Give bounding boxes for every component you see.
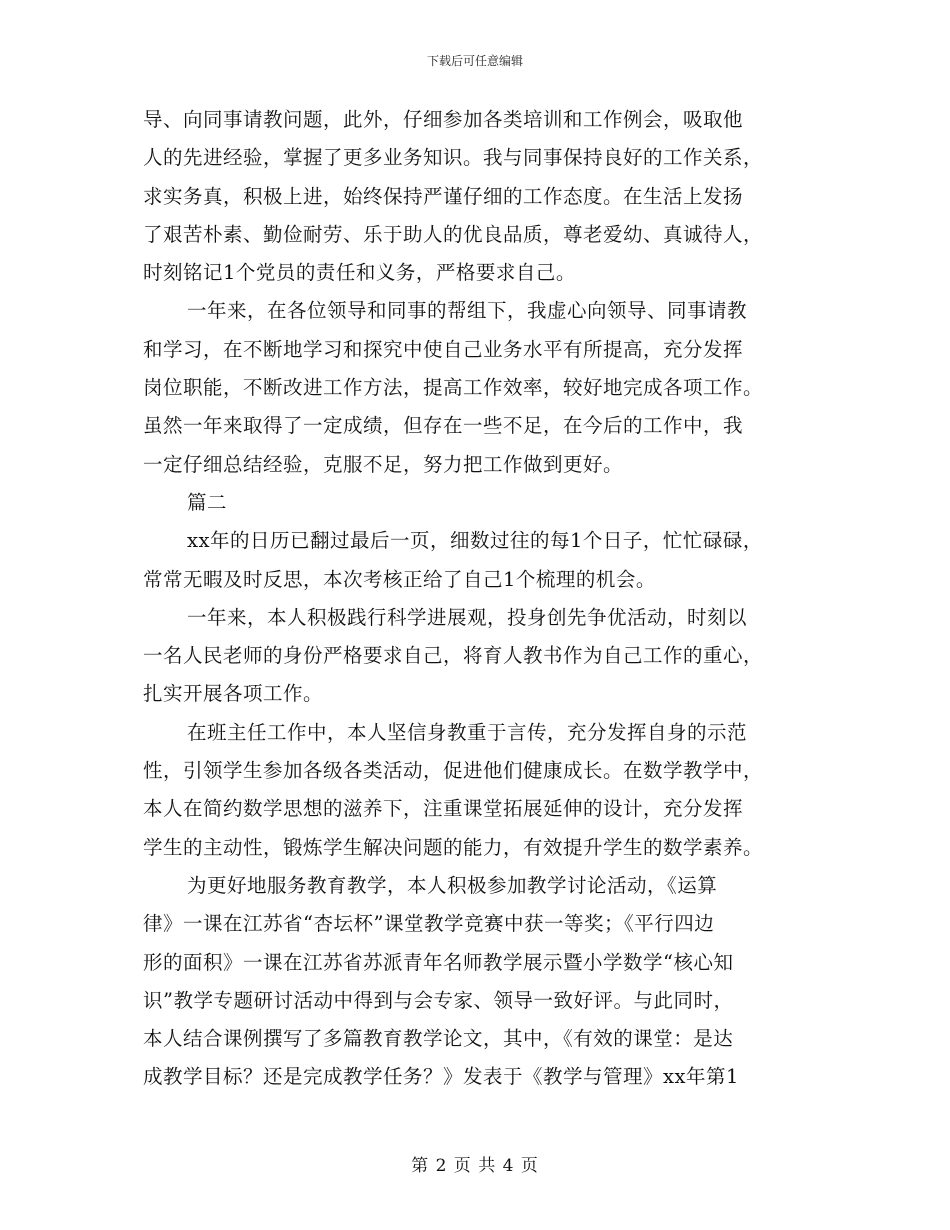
text-line: 律》一课在江苏省“杏坛杯”课堂教学竞赛中获一等奖；《平行四边 [143, 912, 715, 936]
text-line: 常常无暇及时反思，本次考核正给了自己1个梳理的机会。 [143, 567, 656, 591]
page-header: 下载后可任意编辑 [426, 54, 523, 68]
text-line: 一名人民老师的身份严格要求自己，将育人教书作为自己工作的重心， [143, 644, 764, 668]
text-line: 求实务真，积极上进，始终保持严谨仔细的工作态度。在生活上发扬 [143, 184, 744, 208]
text-line: 成教学目标？还是完成教学任务？》发表于《教学与管理》xx年第1 [143, 1065, 739, 1089]
text-line: 导、向同事请教问题，此外，仔细参加各类培训和工作例会，吸取他 [143, 108, 744, 131]
text-line: 和学习，在不断地学习和探究中使自己业务水平有所提高，充分发挥 [143, 337, 744, 361]
paragraph-start-line: 一年来，在各位领导和同事的帮组下，我虚心向领导、同事请教 [187, 299, 748, 323]
paragraph-start-line: 一年来，本人积极践行科学进展观，投身创先争优活动，时刻以 [187, 605, 748, 629]
document-body [143, 101, 811, 1097]
text-line: 人的先进经验，掌握了更多业务知识。我与同事保持良好的工作关系， [143, 146, 764, 170]
text-line: 了艰苦朴素、勤俭耐劳、乐于助人的优良品质，尊老爱幼、真诚待人， [143, 222, 764, 246]
text-line: 本人结合课例撰写了多篇教育教学论文，其中，《有效的课堂：是达 [143, 1027, 734, 1051]
paragraph-start-line: 为更好地服务教育教学，本人积极参加教学讨论活动，《运算 [187, 873, 718, 897]
text-line: 学生的主动性，锻炼学生解决问题的能力，有效提升学生的数学素养。 [143, 835, 764, 859]
text-line: 岗位职能，不断改进工作方法，提高工作效率，较好地完成各项工作。 [143, 376, 764, 400]
paragraph-start-line: 在班主任工作中，本人坚信身教重于言传，充分发挥自身的示范 [187, 720, 748, 744]
text-line: 虽然一年来取得了一定成绩，但存在一些不足，在今后的工作中，我 [143, 414, 744, 438]
text-line: 本人在简约数学思想的滋养下，注重课堂拓展延伸的设计，充分发挥 [143, 797, 744, 821]
text-line: 扎实开展各项工作。 [143, 682, 324, 706]
page-number-footer: 第 2 页 共 4 页 [411, 1156, 539, 1176]
text-line: 时刻铭记1个党员的责任和义务，严格要求自己。 [143, 261, 576, 285]
text-line: 形的面积》一课在江苏省苏派青年名师教学展示暨小学数学“核心知 [143, 950, 734, 974]
text-line: 性，引领学生参加各级各类活动，促进他们健康成长。在数学教学中， [143, 759, 764, 783]
paragraph-start-line: xx年的日历已翻过最后一页，细数过往的每1个日子，忙忙碌碌， [187, 529, 763, 553]
section-heading: 篇二 [187, 490, 228, 514]
text-line: 一定仔细总结经验，克服不足，努力把工作做到更好。 [143, 452, 624, 476]
text-line: 识”教学专题研讨活动中得到与会专家、领导一致好评。与此同时， [143, 988, 734, 1012]
